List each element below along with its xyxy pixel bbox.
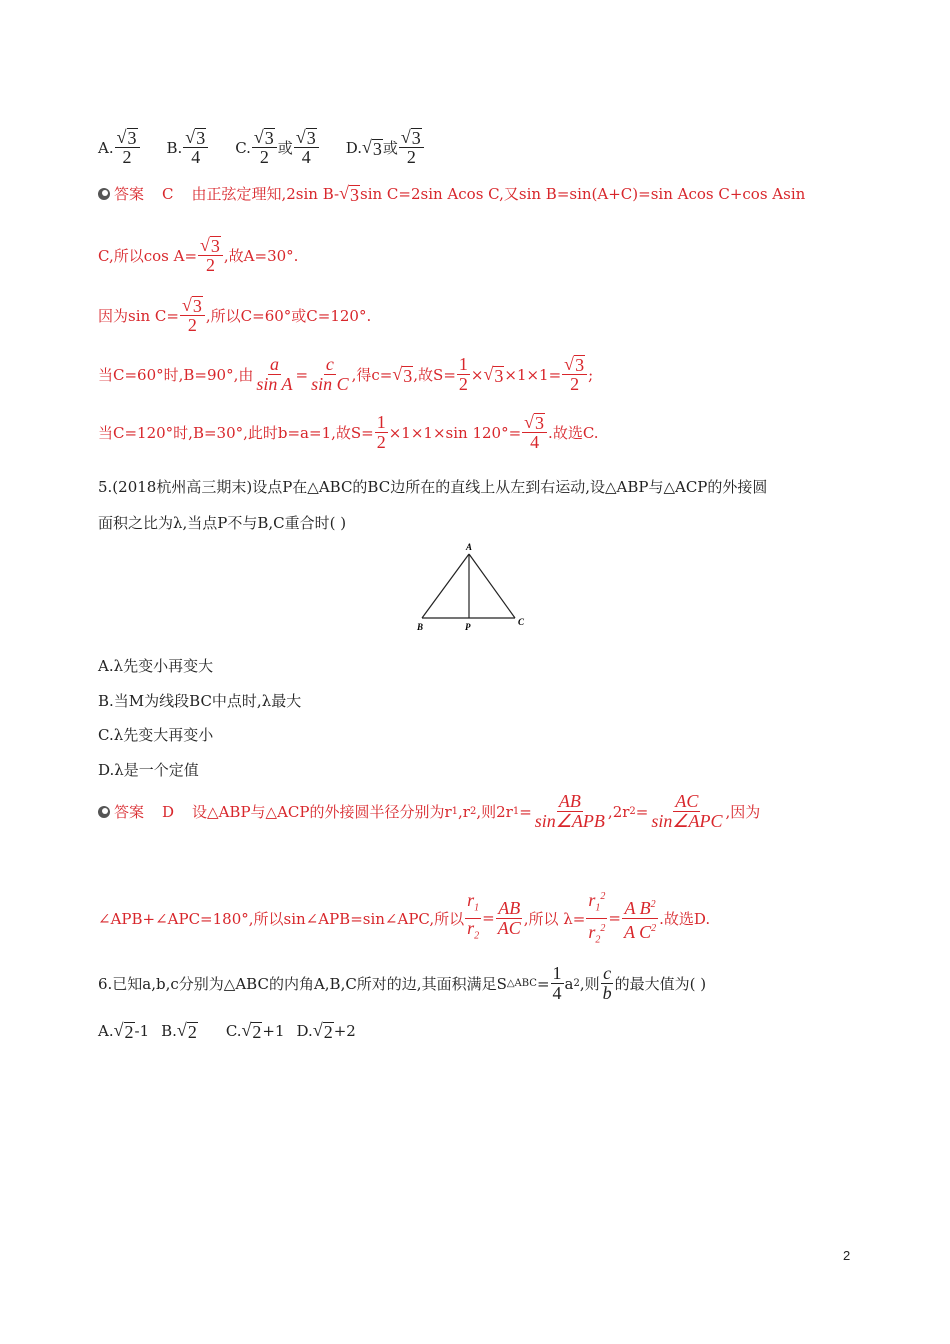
option-b-fraction: √ 3 4 bbox=[183, 128, 208, 167]
q5-stem-line-2: 面积之比为λ,当点P不与B,C重合时( ) bbox=[98, 514, 347, 532]
q4-options: A. √ 3 2 B. √ 3 4 C. √ 3 2 或 √ 3 4 D. √ 3 或 √ 3 2 bbox=[98, 128, 425, 167]
side-ac bbox=[469, 554, 515, 618]
q4-answer-line-5: 当C=120°时,B=30°,此时b=a=1,故S= $\frac{1}{2}$ ×1×1×sin 120°= √ 3 4 .故选C. bbox=[98, 412, 599, 452]
option-d-sqrt: √ 3 bbox=[361, 137, 382, 159]
q5-option-b: B.当M为线段BC中点时,λ最大 bbox=[98, 692, 302, 710]
page-number: 2 bbox=[843, 1248, 851, 1263]
option-c-fraction-2: √ 3 4 bbox=[294, 128, 319, 167]
triangle-diagram bbox=[410, 540, 530, 635]
answer-icon bbox=[98, 188, 110, 200]
q6-options: A. √ 2 -1 B. √ 2 C. √ 2 +1 D. √ 2 +2 bbox=[98, 1020, 356, 1042]
answer-icon bbox=[98, 806, 110, 818]
label-p: P bbox=[465, 622, 471, 632]
side-ab bbox=[422, 554, 469, 618]
q5-stem-line-1: 5.(2018杭州高三期末)设点P在△ABC的BC边所在的直线上从左到右运动,设△ABP与△ACP的外接圆 bbox=[98, 478, 768, 496]
q5-option-a: A.λ先变小再变大 bbox=[98, 657, 214, 675]
q4-answer-line-3: 因为sin C= √ 3 2 ,所以C=60°或C=120°. bbox=[98, 295, 372, 335]
answer-choice: D bbox=[162, 802, 175, 821]
label-b: B bbox=[417, 622, 424, 632]
q6-stem: 6.已知a,b,c分别为△ABC的内角A,B,C所对的边,其面积满足S △ABC = $\frac{1}{4}$ a 2 ,则 $\frac{c}{b}$ 的最大值为( ) bbox=[98, 963, 707, 1003]
q4-answer-line-2: C,所以cos A= √ 3 2 ,故A=30°. bbox=[98, 235, 299, 275]
option-a-label: A. bbox=[98, 138, 114, 157]
q4-answer-line-4: 当C=60°时,B=90°,由 $\frac{a}{\text{sin A}}$ = $\frac{c}{\text{sin C}}$ ,得c= √ 3 ,故S= $\frac{1}{2}$ × √ 3 ×1×1= √ 3 2 ; bbox=[98, 354, 594, 394]
label-a: A bbox=[466, 542, 473, 552]
option-c-label: C. bbox=[235, 138, 251, 157]
option-d-fraction: √ 3 2 bbox=[399, 128, 424, 167]
q5-answer-line-2: ∠APB+∠APC=180°,所以sin∠APB=sin∠APC,所以 $\frac{r_1}{r_2}$ = $\frac{AB}{AC}$ ,所以 λ= $\frac{r_1^2}{r_2^2}$ = $\frac{A B^2}{A C^2}$ .故选D. bbox=[98, 887, 710, 949]
q5-option-d: D.λ是一个定值 bbox=[98, 761, 199, 779]
q4-answer-line-1: 答案 C 由正弦定理知,2sin B- √ 3 sin C=2sin Acos C,又sin B=sin(A+C)=sin Acos C+cos Asin bbox=[98, 183, 805, 204]
label-c: C bbox=[518, 617, 525, 627]
option-c-fraction-1: √ 3 2 bbox=[252, 128, 277, 167]
answer-label: 答案 bbox=[114, 803, 145, 821]
answer-label: 答案 bbox=[114, 185, 145, 203]
q5-answer-line-1: 答案 D 设△ABP与△ACP的外接圆半径分别为r 1 ,r 2 ,则2r 1 = $\frac{AB}{\text{sin∠APB}}$ ,2r 2 = $\frac{AC}{\text{sin∠APC}}$ ,因为 bbox=[98, 792, 760, 831]
answer-choice: C bbox=[162, 184, 174, 203]
q5-option-c: C.λ先变大再变小 bbox=[98, 726, 214, 744]
option-d-label: D. bbox=[345, 138, 362, 157]
option-b-label: B. bbox=[166, 138, 183, 157]
option-a-fraction: √ 3 2 bbox=[115, 128, 140, 167]
